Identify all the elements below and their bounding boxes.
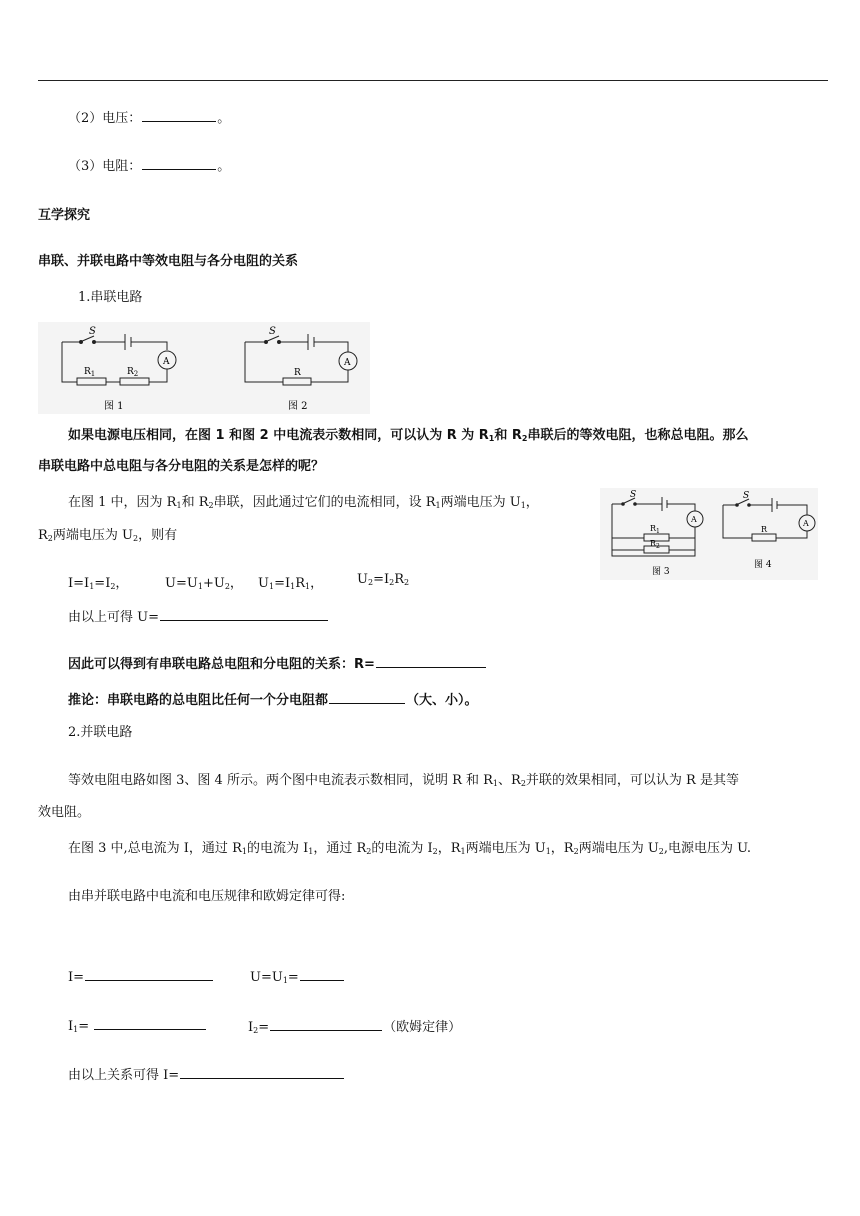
- parallel-paragraph-2: 在图 3 中,总电流为 I，通过 $R_1$的电流为 $I_1$，通过 $R_2$的电流为 $I_2$，$R_1$两端电压为 $U_1$，$R_2$两端电压为 $U_2$,电源电压为 U.: [68, 841, 752, 856]
- figure-series-circuits: [38, 322, 370, 414]
- parallel-title: 2.并联电路: [68, 725, 133, 740]
- blank-inference[interactable]: [329, 690, 405, 704]
- formula-u2: $U_2=I_2R_2$: [357, 572, 410, 587]
- section-heading: 串联、并联电路中等效电阻与各分电阻的关系: [38, 254, 299, 269]
- series-paragraph-1-line-1: 如果电源电压相同，在图 1 和图 2 中电流表示数相同，可以认为 R 为 $R_1$和 $R_2$串联后的等效电阻，也称总电阻。那么: [68, 428, 749, 443]
- series-paragraph-2-line-1: 在图 1 中，因为 $R_1$和 $R_2$串联，因此通过它们的电流相同，设 $R_1$两端电压为 $U_1$，: [68, 495, 539, 510]
- equation-u: $U=U_1=$: [250, 967, 345, 985]
- figure-parallel-circuits: [600, 488, 818, 580]
- fig3-r1-label: $R_1$: [650, 524, 660, 535]
- formula-i: $I=I_1=I_2$，: [68, 576, 129, 591]
- parallel-paragraph-1-line-2: 效电阻。: [38, 805, 91, 820]
- parallel-paragraph-1-line-1: 等效电阻电路如图 3、图 4 所示。两个图中电流表示数相同，说明 R 和 $R_1$、$R_2$并联的效果相同，可以认为 R 是其等: [68, 773, 739, 788]
- fig2-ammeter-label: A: [344, 358, 351, 368]
- fig2-caption: 图 2: [288, 401, 308, 412]
- series-paragraph-2-line-2: $R_2$两端电压为 $U_2$，则有: [38, 528, 178, 543]
- series-paragraph-1-line-2: 串联电路中总电阻与各分电阻的关系是怎样的呢？: [38, 459, 325, 474]
- blank-r-conclusion[interactable]: [376, 654, 486, 668]
- series-result: 由以上可得 U=: [68, 606, 329, 625]
- formula-u: $U=U_1+U_2$，: [165, 576, 243, 591]
- fig1-r1-label: $R_1$: [84, 367, 96, 378]
- blank-i2[interactable]: [270, 1017, 382, 1031]
- equation-i1: $I_1=$: [68, 1016, 207, 1034]
- blank-voltage[interactable]: [142, 108, 216, 122]
- parallel-paragraph-3: 由串并联电路中电流和电压规律和欧姆定律可得:: [68, 889, 346, 904]
- blank-i1[interactable]: [94, 1016, 206, 1030]
- item-resistance: （3）电阻： 。: [68, 155, 230, 174]
- series-title: 1.串联电路: [78, 290, 143, 305]
- fig1-switch-label: S: [89, 326, 96, 337]
- blank-i-final[interactable]: [180, 1065, 344, 1079]
- blank-u-equal[interactable]: [300, 967, 344, 981]
- fig3-caption: 图 3: [652, 567, 670, 577]
- fig1-ammeter-label: A: [163, 357, 170, 367]
- fig3-r2-label: $R_2$: [650, 539, 660, 550]
- header-rule: [38, 80, 828, 81]
- fig3-ammeter-label: A: [691, 515, 697, 524]
- item-voltage: （2）电压： 。: [68, 107, 230, 126]
- fig1-caption: 图 1: [104, 401, 124, 412]
- parallel-final: 由以上关系可得 I=: [68, 1064, 345, 1083]
- fig4-r-label: R: [761, 525, 768, 534]
- section-title: 互学探究: [38, 208, 91, 223]
- series-inference: 推论：串联电路的总电阻比任何一个分电阻都 （大、小）。: [68, 689, 478, 708]
- fig2-r-label: R: [294, 368, 301, 378]
- series-conclusion: 因此可以得到有串联电路总电阻和分电阻的关系：R=: [68, 653, 487, 672]
- equation-i2: $I_2=$ （欧姆定律）: [248, 1016, 461, 1035]
- fig4-ammeter-label: A: [803, 519, 809, 528]
- fig1-r2-label: $R_2$: [127, 367, 139, 378]
- fig4-switch-label: S: [743, 491, 750, 501]
- blank-u-result[interactable]: [160, 607, 328, 621]
- blank-resistance[interactable]: [142, 156, 216, 170]
- equation-i: I=: [68, 967, 214, 985]
- blank-i-total[interactable]: [85, 967, 213, 981]
- fig3-switch-label: S: [630, 490, 637, 500]
- formula-u1: $U_1=I_1R_1$，: [258, 576, 324, 591]
- fig2-switch-label: S: [269, 326, 276, 337]
- fig4-caption: 图 4: [754, 560, 772, 570]
